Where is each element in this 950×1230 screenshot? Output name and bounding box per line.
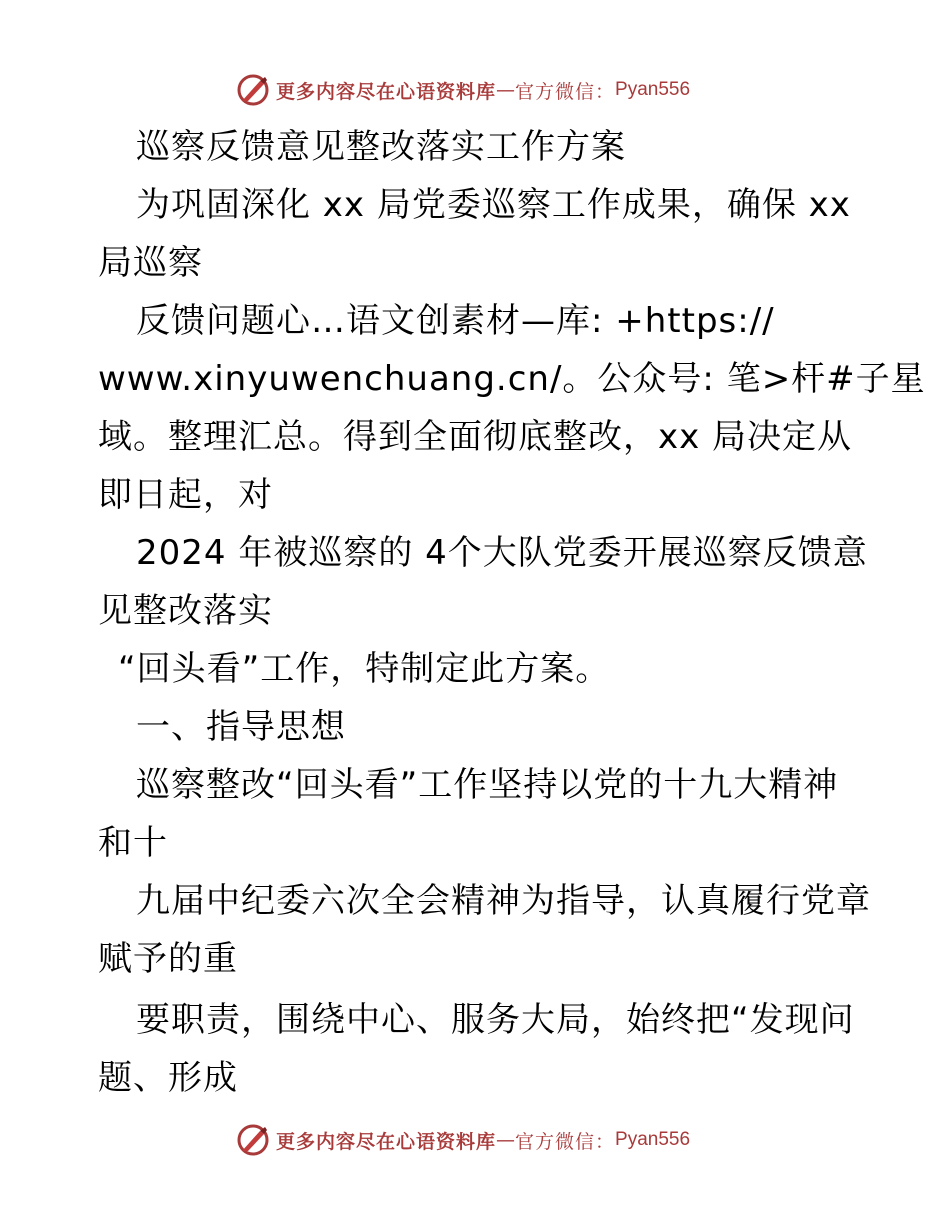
paragraph-line: www.xinyuwenchuang.cn/。公众号: 笔>杆#子星: [98, 359, 926, 399]
paragraph-line: 域。整理汇总。得到全面彻底整改，xx 局决定从: [98, 417, 853, 457]
paragraph-line: 赋予的重: [98, 939, 238, 979]
paragraph-line: 2024 年被巡察的 4个大队党委开展巡察反馈意: [136, 533, 868, 573]
banner-site-text: 更多内容尽在心语资料库: [276, 1130, 497, 1153]
banner-wechat-label: 官方微信：: [515, 1130, 616, 1153]
banner-site-text: 更多内容尽在心语资料库: [276, 80, 497, 103]
paragraph-line: “回头看”工作，特制定此方案。: [118, 649, 611, 689]
paragraph-line: 为巩固深化 xx 局党委巡察工作成果，确保 xx: [136, 185, 851, 225]
paragraph-line: 反馈问题心…语文创素材—库: +https://: [136, 301, 775, 341]
banner-wechat-label: 官方微信：: [515, 80, 616, 103]
paragraph-line: 要职责，围绕中心、服务大局，始终把“发现问: [136, 1000, 855, 1040]
paragraph-line: 见整改落实: [98, 591, 273, 631]
quill-logo-icon: [236, 1123, 270, 1157]
banner-dash: —: [496, 1129, 516, 1151]
paragraph-line: 局巡察: [98, 243, 203, 283]
banner-account: Pyan556: [615, 1129, 691, 1150]
paragraph-line: 和十: [98, 823, 168, 863]
paragraph-line: 九届中纪委六次全会精神为指导，认真履行党章: [136, 881, 871, 921]
paragraph-line: 巡察整改“回头看”工作坚持以党的十九大精神: [136, 765, 839, 805]
footer-banner: [236, 1122, 690, 1158]
paragraph-line: 题、形成: [98, 1058, 238, 1098]
banner-dash: —: [496, 79, 516, 101]
banner-account: Pyan556: [615, 79, 691, 100]
paragraph-line: 即日起，对: [98, 475, 273, 515]
section-heading: 一、指导思想: [136, 707, 346, 747]
document-title: 巡察反馈意见整改落实工作方案: [136, 127, 626, 167]
